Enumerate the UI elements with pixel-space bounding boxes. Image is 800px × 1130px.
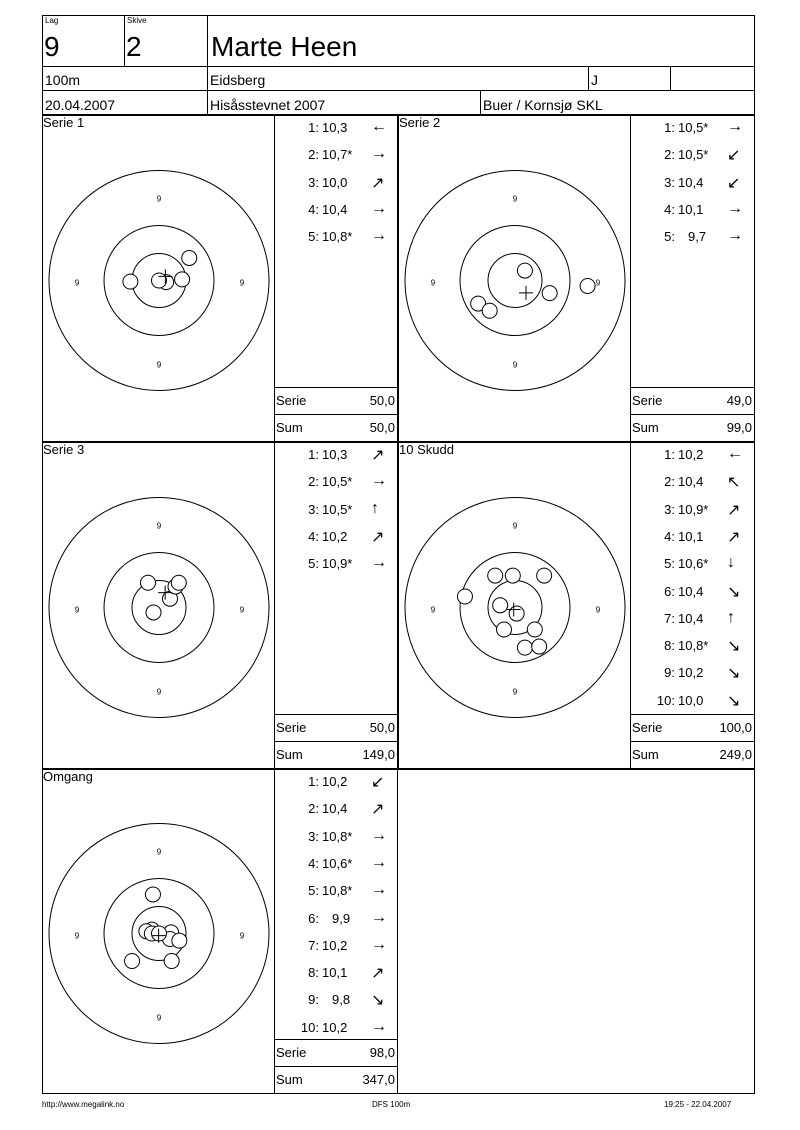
serie-label: Serie xyxy=(276,393,307,408)
shot-impact xyxy=(164,954,179,969)
shot-score: 10,4 xyxy=(678,174,704,190)
ring-label: 9 xyxy=(156,360,162,370)
shot-impact xyxy=(517,640,532,655)
sum-row-border xyxy=(630,414,755,415)
shot-direction-arrow-icon: ↓ xyxy=(727,554,735,572)
result-panel xyxy=(42,442,398,769)
shot-impact xyxy=(527,622,542,637)
ring-label: 9 xyxy=(156,521,162,531)
shot-impact xyxy=(488,568,503,583)
footer-timestamp: 19:25 - 22.04.2007 xyxy=(664,1100,732,1109)
serie-label: Serie xyxy=(632,393,663,408)
shot-direction-arrow-icon: ← xyxy=(727,445,743,462)
middle-ring xyxy=(460,226,570,336)
shot-direction-arrow-icon: ↗ xyxy=(727,501,741,519)
ring-label: 9 xyxy=(156,687,162,697)
shot-score: 10,0 xyxy=(322,174,348,190)
panel-title: 10 Skudd xyxy=(399,442,454,457)
shot-direction-arrow-icon: → xyxy=(371,826,387,844)
shot-number: 4: xyxy=(664,528,675,544)
shot-score: 10,6* xyxy=(322,855,353,871)
shot-direction-arrow-icon: → xyxy=(371,199,387,217)
shot-impact xyxy=(182,250,197,265)
sum-row-border xyxy=(274,1066,398,1067)
sum-value: 149,0 xyxy=(362,747,395,762)
ring-label: 9 xyxy=(74,931,80,941)
shot-score: 10,5* xyxy=(322,501,353,517)
shot-direction-arrow-icon: → xyxy=(371,881,387,899)
sum-label: Sum xyxy=(632,420,659,435)
header-divider xyxy=(42,66,755,67)
shot-score: 10,5* xyxy=(678,147,709,163)
serie-row-border xyxy=(274,1039,398,1040)
shot-impact xyxy=(152,273,167,288)
serie-row-border xyxy=(630,387,755,388)
target-diagram xyxy=(399,443,630,768)
shot-score: 9,9 xyxy=(332,910,351,926)
shot-impact xyxy=(457,589,472,604)
ring-label: 9 xyxy=(512,360,518,370)
class-field: J xyxy=(591,72,598,88)
shot-number: 5: xyxy=(664,229,675,245)
ring-label: 9 xyxy=(74,605,80,615)
shot-number: 5: xyxy=(664,556,675,572)
shot-direction-arrow-icon: → xyxy=(371,853,387,871)
shot-impact xyxy=(125,954,140,969)
shot-score: 10,8* xyxy=(322,828,353,844)
sum-value: 249,0 xyxy=(719,747,752,762)
shot-number: 2: xyxy=(664,147,675,163)
shot-score: 10,8* xyxy=(322,883,353,899)
shot-score: 10,0 xyxy=(678,692,704,708)
serie-row-border xyxy=(274,387,398,388)
shot-number: 6: xyxy=(664,583,675,599)
ring-label: 9 xyxy=(156,1013,162,1023)
shot-number: 1: xyxy=(308,774,319,789)
shot-score: 10,2 xyxy=(322,1019,348,1035)
shot-score: 10,5* xyxy=(322,474,353,490)
shot-number: 4: xyxy=(664,201,675,217)
shot-number: 9: xyxy=(308,992,319,1008)
shot-impact xyxy=(172,933,187,948)
shot-number: 10: xyxy=(656,692,675,708)
serie-value: 50,0 xyxy=(369,720,395,735)
result-panel xyxy=(398,442,755,769)
shot-number: 5: xyxy=(308,883,319,899)
shot-impact xyxy=(175,272,190,287)
shot-direction-arrow-icon: → xyxy=(371,145,387,163)
skive-value: 2 xyxy=(126,31,142,62)
shot-direction-arrow-icon: → xyxy=(371,554,387,572)
shot-number: 4: xyxy=(308,201,319,217)
shot-number: 2: xyxy=(308,801,319,817)
shot-direction-arrow-icon: ↙ xyxy=(727,174,741,192)
shot-score: 10,4 xyxy=(322,201,348,217)
ring-label: 9 xyxy=(595,605,601,615)
shot-impact xyxy=(509,606,524,621)
shot-direction-arrow-icon: → xyxy=(371,935,387,953)
shot-score: 10,7* xyxy=(322,147,353,163)
shot-impact xyxy=(497,622,512,637)
footer-url[interactable]: http://www.megalink.no xyxy=(42,1100,125,1109)
shot-impact xyxy=(537,568,552,583)
shot-direction-arrow-icon: → xyxy=(371,908,387,926)
shot-score: 10,2 xyxy=(678,665,704,681)
shot-score: 10,4 xyxy=(322,801,348,817)
distance-field: 100m xyxy=(45,72,81,88)
shot-impact xyxy=(145,887,160,902)
shot-score: 9,7 xyxy=(688,229,707,245)
shot-number: 3: xyxy=(664,501,675,517)
target-diagram xyxy=(43,443,274,768)
inner-ring xyxy=(488,254,542,308)
shot-score: 10,8* xyxy=(678,638,709,654)
header-divider xyxy=(670,66,671,90)
ring-label: 9 xyxy=(239,605,245,615)
header-divider xyxy=(42,90,755,91)
lag-value: 9 xyxy=(44,31,60,62)
sum-value: 99,0 xyxy=(726,420,752,435)
shot-number: 8: xyxy=(308,965,319,981)
shot-score: 10,9* xyxy=(678,501,709,517)
panel-title: Omgang xyxy=(43,769,93,784)
shot-score: 10,1 xyxy=(322,965,348,981)
shooter-name: Marte Heen xyxy=(211,31,358,62)
shot-number: 5: xyxy=(308,556,319,572)
result-panel xyxy=(42,115,398,442)
lag-label: Lag xyxy=(45,16,59,25)
shot-direction-arrow-icon: ↗ xyxy=(371,965,385,983)
sum-row-border xyxy=(274,741,398,742)
header-divider xyxy=(207,15,208,115)
shot-number: 3: xyxy=(308,501,319,517)
serie-label: Serie xyxy=(632,720,663,735)
shot-number: 3: xyxy=(308,174,319,190)
footer-program: DFS 100m xyxy=(372,1100,411,1109)
shot-direction-arrow-icon: ↙ xyxy=(727,147,741,165)
ring-label: 9 xyxy=(239,278,245,288)
shot-score: 10,4 xyxy=(678,610,704,626)
shot-number: 1: xyxy=(308,120,319,135)
target-diagram xyxy=(43,770,274,1093)
serie-value: 100,0 xyxy=(719,720,752,735)
shot-direction-arrow-icon: ↘ xyxy=(727,638,741,656)
shot-impact xyxy=(141,575,156,590)
target-diagram xyxy=(399,116,630,441)
shot-direction-arrow-icon: ↑ xyxy=(371,499,379,517)
shot-direction-arrow-icon: → xyxy=(371,1017,387,1035)
shot-number: 1: xyxy=(664,447,675,462)
result-panel xyxy=(42,769,398,1094)
shot-direction-arrow-icon: ↘ xyxy=(727,692,741,710)
result-panel xyxy=(398,115,755,442)
shot-impact xyxy=(542,286,557,301)
panel-title: Serie 3 xyxy=(43,442,85,457)
shot-score: 10,4 xyxy=(678,474,704,490)
ring-label: 9 xyxy=(156,194,162,204)
shot-score: 10,2 xyxy=(322,937,348,953)
shot-direction-arrow-icon: ← xyxy=(371,118,387,135)
shot-direction-arrow-icon: → xyxy=(727,227,743,245)
shot-number: 7: xyxy=(664,610,675,626)
shot-direction-arrow-icon: ↗ xyxy=(371,447,385,464)
event-field: Hisåsstevnet 2007 xyxy=(210,97,326,113)
shot-number: 2: xyxy=(664,474,675,490)
shot-direction-arrow-icon: ↙ xyxy=(371,774,385,791)
serie-label: Serie xyxy=(276,720,307,735)
shot-direction-arrow-icon: → xyxy=(371,227,387,245)
sum-label: Sum xyxy=(276,747,303,762)
shot-score: 10,3 xyxy=(322,120,348,135)
shot-number: 4: xyxy=(308,855,319,871)
shot-direction-arrow-icon: ↘ xyxy=(727,665,741,683)
shot-number: 10: xyxy=(300,1019,319,1035)
shot-score: 10,2 xyxy=(322,774,348,789)
sum-label: Sum xyxy=(276,1072,303,1087)
ring-label: 9 xyxy=(430,605,436,615)
shot-direction-arrow-icon: ↘ xyxy=(371,992,385,1010)
shot-direction-arrow-icon: → xyxy=(371,472,387,490)
shot-number: 8: xyxy=(664,638,675,654)
shot-direction-arrow-icon: ↗ xyxy=(371,528,385,546)
shot-score: 10,8* xyxy=(322,229,353,245)
header-divider xyxy=(124,15,125,66)
shot-number: 5: xyxy=(308,229,319,245)
sum-row-border xyxy=(630,741,755,742)
shot-impact xyxy=(505,568,520,583)
shot-number: 2: xyxy=(308,147,319,163)
empty-cell xyxy=(397,769,755,1094)
shot-number: 7: xyxy=(308,937,319,953)
shot-direction-arrow-icon: ↗ xyxy=(727,528,741,546)
shot-direction-arrow-icon: ↗ xyxy=(371,174,385,192)
ring-label: 9 xyxy=(512,521,518,531)
shot-impact xyxy=(493,598,508,613)
shot-direction-arrow-icon: ↖ xyxy=(727,474,741,492)
shot-number: 3: xyxy=(664,174,675,190)
shot-score: 10,2 xyxy=(322,528,348,544)
sum-label: Sum xyxy=(632,747,659,762)
shot-score: 10,4 xyxy=(678,583,704,599)
skive-label: Skive xyxy=(127,16,147,25)
serie-value: 49,0 xyxy=(726,393,752,408)
sum-label: Sum xyxy=(276,420,303,435)
serie-value: 50,0 xyxy=(369,393,395,408)
panel-title: Serie 2 xyxy=(399,115,441,130)
shot-score: 10,3 xyxy=(322,447,348,462)
serie-row-border xyxy=(274,714,398,715)
shot-score: 10,1 xyxy=(678,201,704,217)
shot-number: 1: xyxy=(664,120,675,135)
shot-number: 2: xyxy=(308,474,319,490)
header-divider xyxy=(480,90,481,115)
sum-value: 347,0 xyxy=(362,1072,395,1087)
mean-point-cross xyxy=(519,286,533,300)
shot-number: 4: xyxy=(308,528,319,544)
shot-direction-arrow-icon: → xyxy=(727,118,743,135)
date-field: 20.04.2007 xyxy=(45,97,116,113)
shot-direction-arrow-icon: → xyxy=(727,199,743,217)
shot-number: 3: xyxy=(308,828,319,844)
ring-label: 9 xyxy=(156,847,162,857)
header-frame xyxy=(42,15,755,115)
ring-label: 9 xyxy=(595,278,601,288)
location-field: Buer / Kornsjø SKL xyxy=(483,97,603,113)
shot-impact xyxy=(146,605,161,620)
club-field: Eidsberg xyxy=(210,72,266,88)
shot-impact xyxy=(482,303,497,318)
shot-direction-arrow-icon: ↘ xyxy=(727,583,741,601)
shot-score: 10,6* xyxy=(678,556,709,572)
serie-label: Serie xyxy=(276,1045,307,1060)
shot-number: 9: xyxy=(664,665,675,681)
shot-number: 1: xyxy=(308,447,319,462)
shot-score: 10,1 xyxy=(678,528,704,544)
shot-direction-arrow-icon: ↗ xyxy=(371,801,385,819)
shot-score: 10,9* xyxy=(322,556,353,572)
shot-direction-arrow-icon: ↑ xyxy=(727,608,735,626)
panel-title: Serie 1 xyxy=(43,115,85,130)
sum-value: 50,0 xyxy=(369,420,395,435)
header-divider xyxy=(588,66,589,90)
shot-impact xyxy=(532,639,547,654)
serie-value: 98,0 xyxy=(369,1045,395,1060)
ring-label: 9 xyxy=(239,931,245,941)
shot-score: 10,2 xyxy=(678,447,704,462)
ring-label: 9 xyxy=(512,194,518,204)
shot-number: 6: xyxy=(308,910,319,926)
ring-label: 9 xyxy=(74,278,80,288)
shot-impact xyxy=(517,263,532,278)
ring-label: 9 xyxy=(512,687,518,697)
shot-score: 9,8 xyxy=(332,992,351,1008)
ring-label: 9 xyxy=(430,278,436,288)
shot-impact xyxy=(580,279,595,294)
target-diagram xyxy=(43,116,274,441)
shot-score: 10,5* xyxy=(678,120,709,135)
shot-impact xyxy=(171,575,186,590)
sum-row-border xyxy=(274,414,398,415)
shot-impact xyxy=(123,274,138,289)
serie-row-border xyxy=(630,714,755,715)
